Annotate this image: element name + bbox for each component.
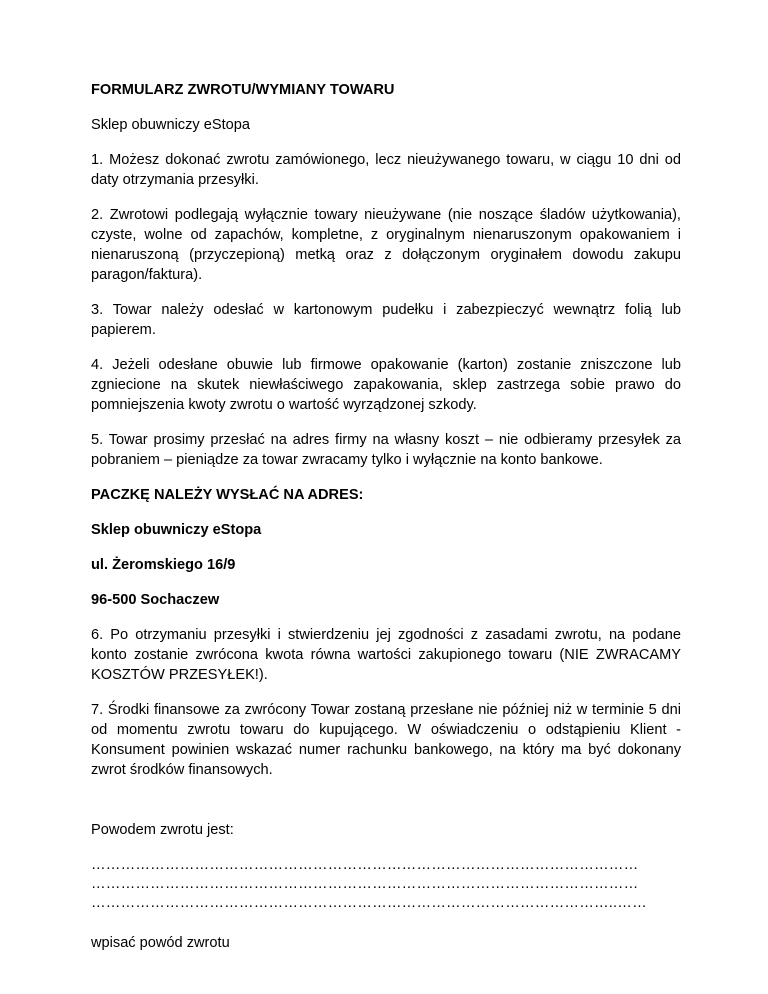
rule-6: 6. Po otrzymaniu przesyłki i stwierdzeniu jej zgodności z zasadami zwrotu, na podane konto zostanie zwrócona kwota równa wartości zakupionego towaru (NIE ZWRACAMY KOSZTÓW PRZESYŁEK!). — [91, 627, 681, 683]
return-form-document — [91, 80, 681, 953]
address-name: Sklep obuwniczy eStopa — [91, 522, 262, 538]
reason-line-3[interactable]: ……………………………………………………………………………………………..…… — [91, 895, 647, 911]
rule-3: 3. Towar należy odesłać w kartonowym pudełku i zabezpieczyć wewnątrz folią lub papierem. — [91, 302, 681, 338]
address-city: 96-500 Sochaczew — [91, 592, 220, 608]
reason-hint: wpisać powód zwrotu — [91, 935, 230, 951]
rule-4: 4. Jeżeli odesłane obuwie lub firmowe opakowanie (karton) zostanie zniszczone lub zgniecione na skutek niewłaściwego zapakowania, sklep zastrzega sobie prawo do pomniejszenia kwoty zwrotu o wartość wyrządzonej szkody. — [91, 357, 681, 413]
reason-line-2[interactable]: ………………………………………………………………………………………………… — [91, 876, 639, 892]
rule-7: 7. Środki finansowe za zwrócony Towar zostaną przesłane nie później niż w terminie 5 dni od momentu zwrotu towaru do kupującego. W oświadczeniu o odstąpieniu Klient - Konsument powinien wskazać numer rachunku bankowego, na który ma być dokonany zwrot środków finansowych. — [91, 702, 681, 778]
reason-line-1[interactable]: ………………………………………………………………………………………………… — [91, 857, 639, 873]
rule-1: 1. Możesz dokonać zwrotu zamówionego, lecz nieużywanego towaru, w ciągu 10 dni od daty otrzymania przesyłki. — [91, 152, 681, 188]
rule-2: 2. Zwrotowi podlegają wyłącznie towary nieużywane (nie noszące śladów użytkowania), czyste, wolne od zapachów, kompletne, z oryginalnym nienaruszonym opakowaniem i nienaruszoną (przyczepioną) metką oraz z dołączonym oryginałem dowodu zakupu paragon/faktura). — [91, 207, 681, 283]
address-street: ul. Żeromskiego 16/9 — [91, 557, 236, 573]
shop-name: Sklep obuwniczy eStopa — [91, 117, 251, 133]
reason-label: Powodem zwrotu jest: — [91, 822, 234, 838]
document-title: FORMULARZ ZWROTU/WYMIANY TOWARU — [91, 82, 395, 98]
rule-5: 5. Towar prosimy przesłać na adres firmy na własny koszt – nie odbieramy przesyłek za pobraniem – pieniądze za towar zwracamy tylko i wyłącznie na konto bankowe. — [91, 432, 681, 468]
reason-fill-lines[interactable] — [91, 856, 681, 913]
address-heading: PACZKĘ NALEŻY WYSŁAĆ NA ADRES: — [91, 487, 364, 503]
